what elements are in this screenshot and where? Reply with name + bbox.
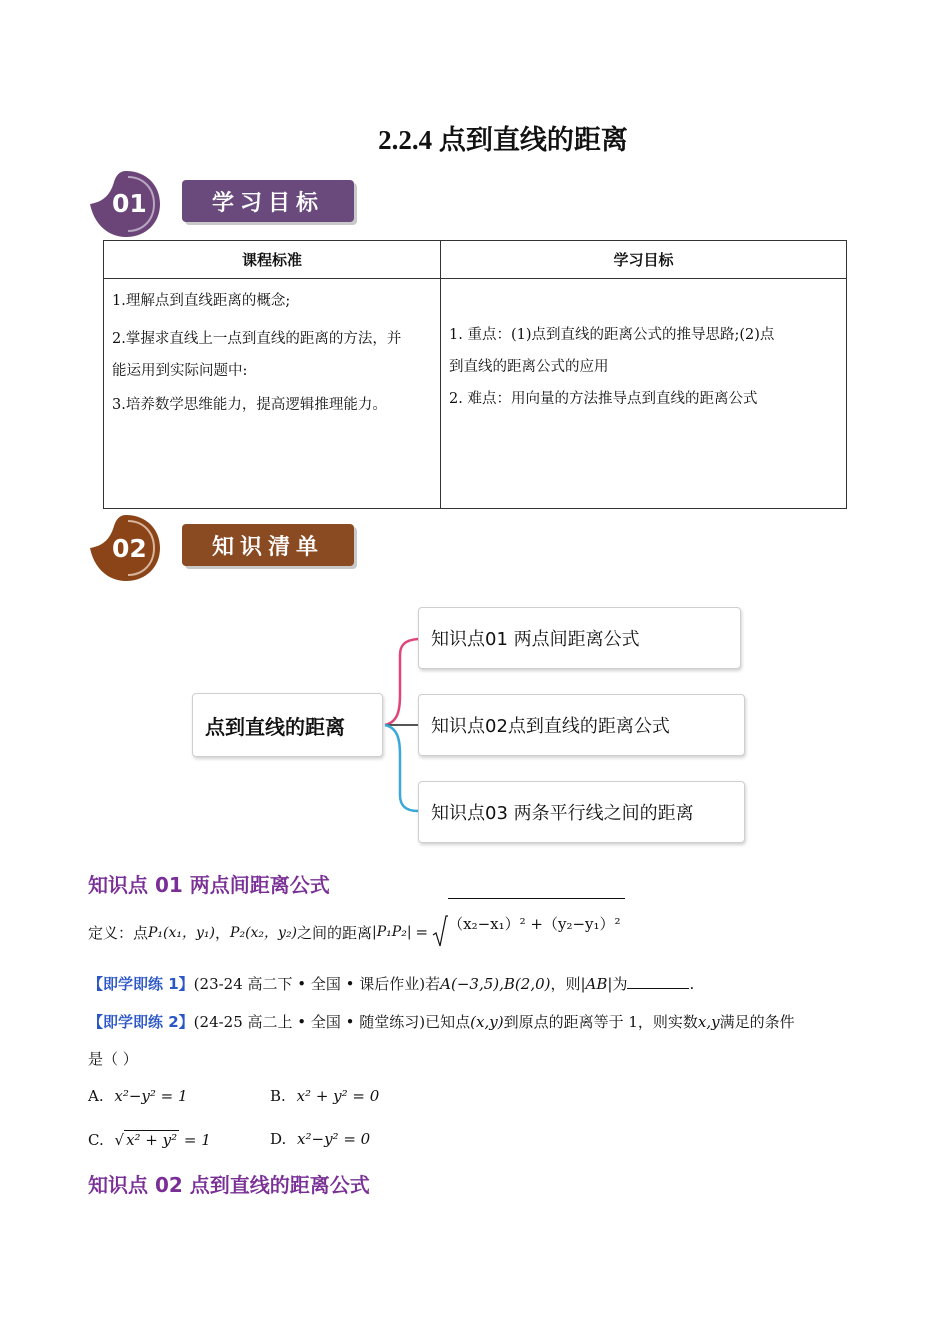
exercise-text: ，则 bbox=[550, 975, 581, 993]
goal-item: 1. 重点：(1)点到直线的距离公式的推导思路;(2)点 bbox=[449, 327, 775, 343]
exercise-text: 满足的条件 bbox=[719, 1013, 795, 1031]
mindmap-root: 点到直线的距离 bbox=[192, 693, 383, 757]
exercise-1 bbox=[88, 973, 694, 994]
section-label: 学习目标 bbox=[182, 180, 354, 222]
exercise-tag: 【即学即练 2】 bbox=[88, 1013, 194, 1031]
def-mid: 之间的距离 bbox=[297, 923, 373, 942]
option-c[interactable] bbox=[88, 1130, 211, 1149]
exercise-text: 到原点的距离等于 1，则实数 bbox=[503, 1013, 698, 1031]
option-expr: x² + y² = 0 bbox=[296, 1087, 380, 1105]
exercise-source: (23-24 高二下 • 全国 • 课后作业) bbox=[193, 975, 426, 993]
mindmap-branch-1: 知识点01 两点间距离公式 bbox=[418, 607, 741, 669]
option-label: D. bbox=[270, 1130, 287, 1148]
distance-formula: （x₂−x₁）² +（y₂−y₁）² bbox=[448, 898, 624, 934]
exercise-2-line2: 是（ ） bbox=[88, 1050, 138, 1068]
option-a[interactable] bbox=[88, 1087, 188, 1105]
goal-item: 到直线的距离公式的应用 bbox=[449, 359, 609, 375]
standard-item: 能运用到实际问题中: bbox=[112, 363, 248, 379]
option-expr: = 1 bbox=[179, 1131, 211, 1149]
course-standard-header: 课程标准 bbox=[104, 241, 441, 279]
exercise-point: (x,y) bbox=[470, 1013, 504, 1031]
standard-item: 2.掌握求直线上一点到直线的距离的方法，并 bbox=[112, 331, 402, 347]
sqrt-symbol: √ bbox=[114, 1131, 125, 1149]
kp1-definition bbox=[88, 915, 625, 949]
exercise-source: (24-25 高二上 • 全国 • 随堂练习) bbox=[193, 1013, 426, 1031]
point-p2: P₂(x₂，y₂) bbox=[230, 925, 298, 941]
separator: ， bbox=[215, 923, 231, 942]
option-label: C. bbox=[88, 1131, 104, 1149]
kp1-heading: 知识点 01 两点间距离公式 bbox=[88, 873, 330, 897]
option-b[interactable] bbox=[270, 1087, 379, 1105]
mindmap-branch-2: 知识点02点到直线的距离公式 bbox=[418, 694, 745, 756]
exercise-text: 为 bbox=[612, 975, 628, 993]
exercise-text: 已知点 bbox=[425, 1013, 471, 1031]
kp2-heading: 知识点 02 点到直线的距离公式 bbox=[88, 1173, 370, 1197]
mindmap-branch-3: 知识点03 两条平行线之间的距离 bbox=[418, 781, 745, 843]
point-p1: P₁(x₁，y₁) bbox=[148, 925, 216, 941]
standard-item: 1.理解点到直线距离的概念; bbox=[112, 293, 291, 309]
exercise-tag: 【即学即练 1】 bbox=[88, 975, 194, 993]
goal-item: 2. 难点：用向量的方法推导点到直线的距离公式 bbox=[449, 391, 758, 407]
exercise-points: A(−3,5),B(2,0) bbox=[440, 975, 551, 993]
option-expr: x²−y² = 0 bbox=[297, 1130, 371, 1148]
radical-sign-icon bbox=[432, 915, 448, 949]
section-label: 知识清单 bbox=[182, 524, 354, 566]
answer-blank[interactable] bbox=[627, 974, 689, 989]
exercise-abs: |AB| bbox=[580, 975, 613, 993]
distance-abs: |P₁P₂| bbox=[372, 924, 412, 940]
option-label: B. bbox=[270, 1087, 286, 1105]
exercise-text: 若 bbox=[425, 975, 441, 993]
exercise-vars: x,y bbox=[697, 1013, 720, 1031]
option-expr: x²−y² = 1 bbox=[114, 1087, 188, 1105]
option-label: A. bbox=[88, 1087, 104, 1105]
page-title: 2.2.4 点到直线的距离 bbox=[378, 125, 628, 155]
learning-goal-header: 学习目标 bbox=[441, 241, 847, 279]
exercise-end: . bbox=[689, 975, 695, 993]
def-prefix: 定义：点 bbox=[88, 923, 149, 942]
standard-item: 3.培养数学思维能力，提高逻辑推理能力。 bbox=[112, 397, 387, 413]
option-d[interactable] bbox=[270, 1130, 370, 1148]
equals: = bbox=[415, 923, 429, 941]
section-number: 01 bbox=[112, 189, 147, 218]
section-number: 02 bbox=[112, 534, 147, 563]
option-radicand: x² + y² bbox=[126, 1131, 178, 1149]
exercise-2 bbox=[88, 1011, 795, 1032]
